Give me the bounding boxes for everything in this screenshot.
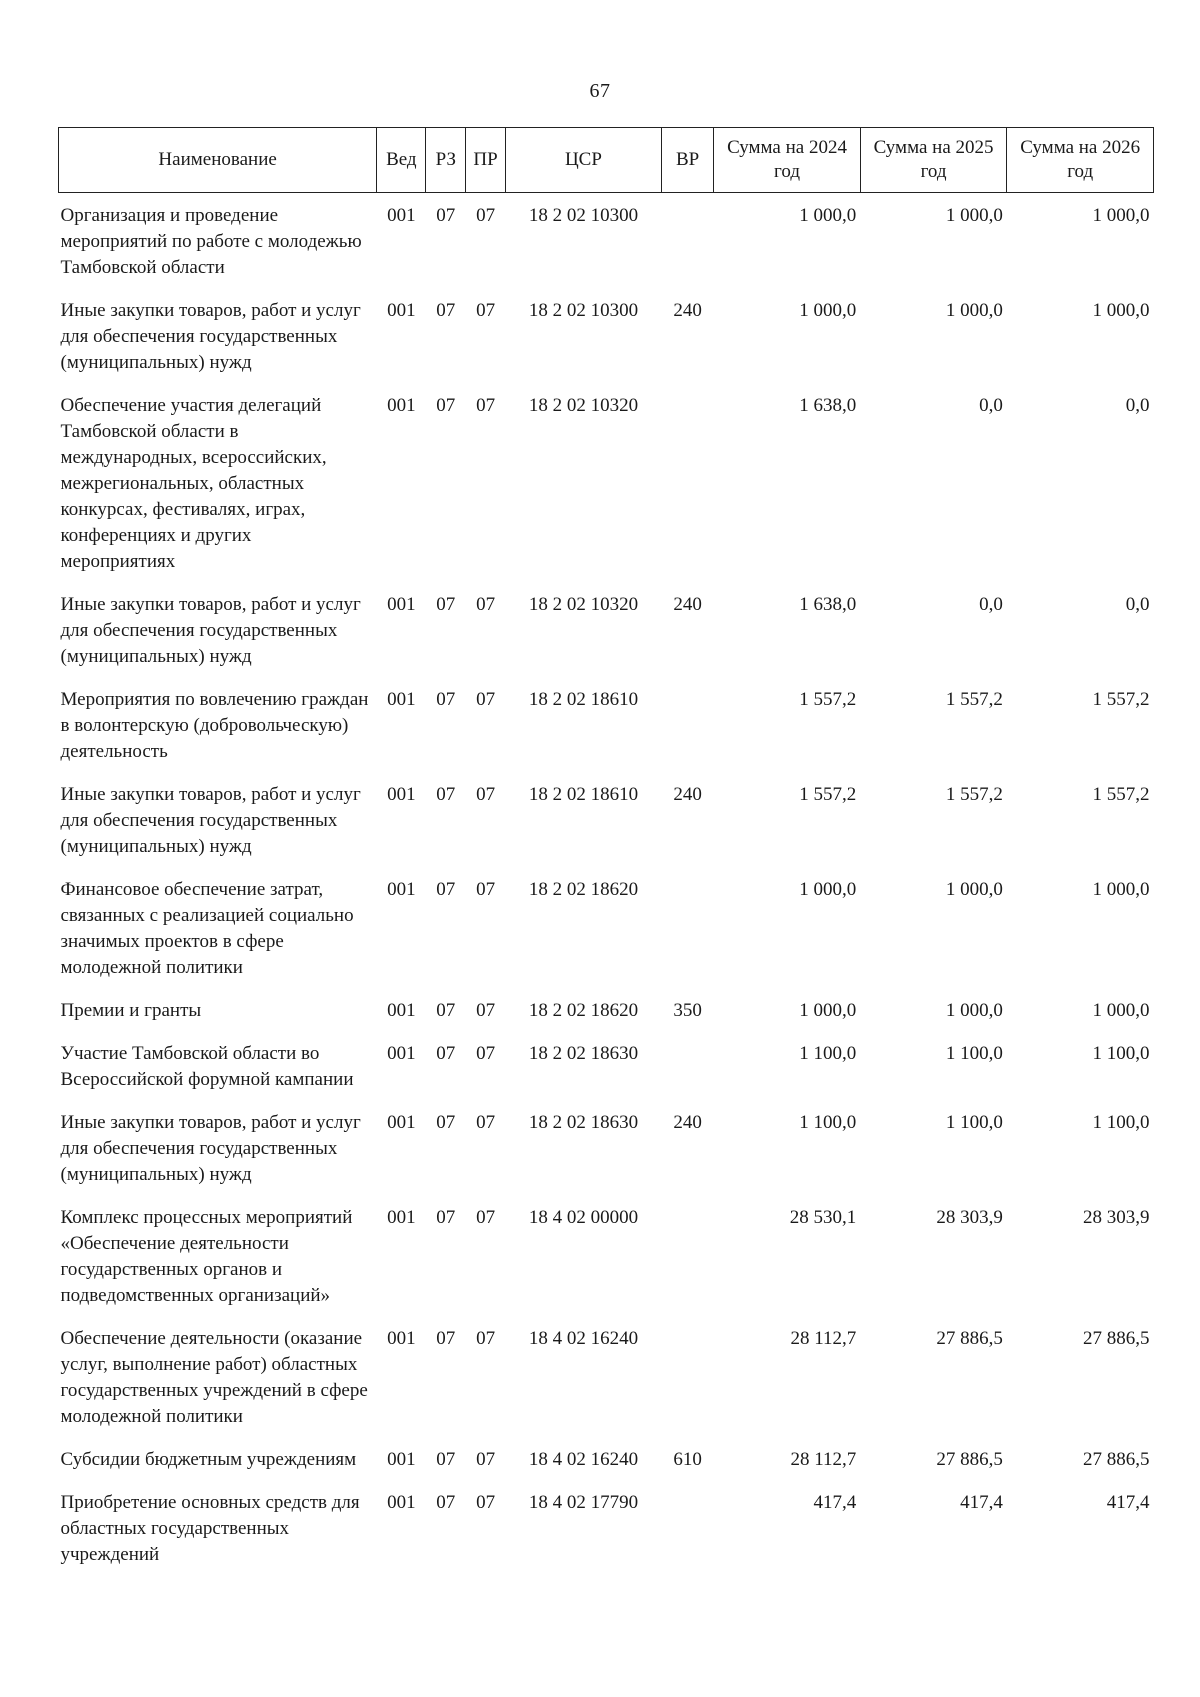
row-sum-2025: 1 000,0 — [945, 879, 1003, 900]
row-sum-2024: 28 112,7 — [790, 1328, 857, 1349]
row-sum-2026: 27 886,5 — [1083, 1449, 1150, 1470]
row-sum-2024: 1 557,2 — [799, 689, 857, 710]
row-vr — [661, 193, 713, 291]
row-pr: 07 — [476, 689, 496, 710]
row-rz: 07 — [436, 1207, 456, 1228]
table-row — [59, 1318, 1154, 1439]
row-sum-2024: 28 530,1 — [789, 1207, 857, 1228]
row-sum-2026: 0,0 — [1125, 594, 1150, 615]
row-vr — [661, 1318, 713, 1439]
table-row — [59, 679, 1154, 774]
row-vr — [661, 1197, 713, 1318]
row-name: Субсидии бюджетным учреждениям — [60, 1449, 357, 1470]
row-csr: 18 2 02 18620 — [528, 1000, 639, 1021]
row-sum-2026: 28 303,9 — [1083, 1207, 1150, 1228]
row-csr: 18 4 02 16240 — [528, 1328, 639, 1349]
header-csr: ЦСР — [505, 128, 661, 193]
header-sum-2025: Сумма на 2025 год — [860, 128, 1007, 193]
row-name: Премии и гранты — [60, 1000, 202, 1021]
row-rz: 07 — [436, 1112, 456, 1133]
row-ved: 001 — [387, 300, 416, 321]
row-vr: 240 — [673, 1112, 702, 1133]
table-row — [59, 1033, 1154, 1102]
row-sum-2026: 0,0 — [1125, 395, 1150, 416]
row-vr — [661, 385, 713, 584]
table-row — [59, 1439, 1154, 1482]
row-rz: 07 — [436, 879, 456, 900]
row-sum-2026: 1 100,0 — [1092, 1112, 1150, 1133]
row-sum-2025: 1 100,0 — [945, 1112, 1003, 1133]
budget-table — [58, 127, 1154, 1577]
row-rz: 07 — [436, 1000, 456, 1021]
row-sum-2026: 27 886,5 — [1083, 1328, 1150, 1349]
row-sum-2025: 1 100,0 — [945, 1043, 1003, 1064]
row-sum-2024: 1 557,2 — [799, 784, 857, 805]
table-row — [59, 990, 1154, 1033]
table-row — [59, 290, 1154, 385]
row-name: Мероприятия по вовлечению граждан в волонтерскую (добровольческую) деятельность — [60, 689, 369, 762]
row-pr: 07 — [476, 1449, 496, 1470]
header-sum-2024: Сумма на 2024 год — [714, 128, 861, 193]
row-rz: 07 — [436, 1449, 456, 1470]
row-csr: 18 2 02 10320 — [528, 594, 639, 615]
row-pr: 07 — [476, 784, 496, 805]
row-name: Иные закупки товаров, работ и услуг для обеспечения государственных (муниципальных) нужд — [60, 300, 361, 373]
table-row — [59, 1482, 1154, 1577]
row-name: Организация и проведение мероприятий по работе с молодежью Тамбовской области — [60, 205, 362, 278]
row-vr — [661, 869, 713, 990]
row-name: Участие Тамбовской области во Всероссийской форумной кампании — [60, 1043, 354, 1090]
row-sum-2026: 1 557,2 — [1092, 689, 1150, 710]
row-vr: 240 — [673, 300, 702, 321]
row-rz: 07 — [436, 300, 456, 321]
row-name: Обеспечение деятельности (оказание услуг, выполнение работ) областных государственных учреждений в сфере молодежной политики — [60, 1328, 368, 1427]
row-sum-2024: 28 112,7 — [790, 1449, 857, 1470]
row-pr: 07 — [476, 1492, 496, 1513]
row-csr: 18 2 02 18610 — [528, 784, 639, 805]
row-ved: 001 — [387, 1112, 416, 1133]
row-sum-2025: 27 886,5 — [936, 1449, 1003, 1470]
row-pr: 07 — [476, 1000, 496, 1021]
row-sum-2026: 417,4 — [1106, 1492, 1150, 1513]
row-ved: 001 — [387, 1449, 416, 1470]
table-header-row — [59, 128, 1154, 193]
row-sum-2025: 1 557,2 — [945, 784, 1003, 805]
row-csr: 18 2 02 10300 — [528, 300, 639, 321]
header-ved: Вед — [377, 128, 426, 193]
header-name: Наименование — [59, 128, 377, 193]
row-sum-2025: 417,4 — [960, 1492, 1003, 1513]
row-ved: 001 — [387, 1000, 416, 1021]
row-ved: 001 — [387, 594, 416, 615]
row-sum-2024: 1 000,0 — [799, 205, 857, 226]
header-pr: ПР — [466, 128, 506, 193]
header-rz: РЗ — [426, 128, 466, 193]
table-row — [59, 1197, 1154, 1318]
row-ved: 001 — [387, 879, 416, 900]
row-csr: 18 2 02 18610 — [528, 689, 639, 710]
row-ved: 001 — [387, 1043, 416, 1064]
row-ved: 001 — [387, 205, 416, 226]
row-vr — [661, 1482, 713, 1577]
row-rz: 07 — [436, 784, 456, 805]
row-pr: 07 — [476, 395, 496, 416]
row-vr — [661, 1033, 713, 1102]
row-vr — [661, 679, 713, 774]
row-rz: 07 — [436, 1043, 456, 1064]
table-row — [59, 1102, 1154, 1197]
row-pr: 07 — [476, 300, 496, 321]
row-vr: 240 — [673, 594, 702, 615]
row-sum-2025: 0,0 — [979, 594, 1003, 615]
row-sum-2026: 1 000,0 — [1092, 1000, 1150, 1021]
row-sum-2025: 1 000,0 — [945, 1000, 1003, 1021]
row-name: Финансовое обеспечение затрат, связанных с реализацией социально значимых проектов в сфере молодежной политики — [60, 879, 354, 978]
row-rz: 07 — [436, 594, 456, 615]
row-sum-2024: 417,4 — [813, 1492, 857, 1513]
row-sum-2025: 0,0 — [979, 395, 1003, 416]
row-sum-2024: 1 000,0 — [799, 300, 857, 321]
table-row — [59, 193, 1154, 291]
row-pr: 07 — [476, 594, 496, 615]
row-pr: 07 — [476, 879, 496, 900]
row-sum-2026: 1 100,0 — [1092, 1043, 1150, 1064]
row-sum-2025: 1 000,0 — [945, 300, 1003, 321]
row-sum-2024: 1 100,0 — [799, 1043, 857, 1064]
table-row — [59, 774, 1154, 869]
row-rz: 07 — [436, 1328, 456, 1349]
row-name: Приобретение основных средств для областных государственных учреждений — [60, 1492, 360, 1565]
row-pr: 07 — [476, 205, 496, 226]
row-sum-2026: 1 000,0 — [1092, 879, 1150, 900]
row-ved: 001 — [387, 784, 416, 805]
row-sum-2024: 1 638,0 — [799, 395, 857, 416]
row-sum-2025: 28 303,9 — [936, 1207, 1003, 1228]
row-pr: 07 — [476, 1112, 496, 1133]
row-rz: 07 — [436, 395, 456, 416]
row-ved: 001 — [387, 1328, 416, 1349]
row-csr: 18 4 02 00000 — [528, 1207, 639, 1228]
row-ved: 001 — [387, 1207, 416, 1228]
row-csr: 18 4 02 17790 — [528, 1492, 639, 1513]
row-vr: 610 — [673, 1449, 702, 1470]
row-pr: 07 — [476, 1328, 496, 1349]
row-pr: 07 — [476, 1043, 496, 1064]
header-sum-2026: Сумма на 2026 год — [1007, 128, 1154, 193]
row-sum-2024: 1 000,0 — [799, 879, 857, 900]
row-sum-2025: 1 557,2 — [945, 689, 1003, 710]
row-sum-2024: 1 000,0 — [799, 1000, 857, 1021]
table-row — [59, 869, 1154, 990]
row-sum-2026: 1 000,0 — [1092, 205, 1150, 226]
row-vr: 240 — [673, 784, 702, 805]
row-vr: 350 — [673, 1000, 702, 1021]
row-ved: 001 — [387, 395, 416, 416]
row-rz: 07 — [436, 689, 456, 710]
row-name: Иные закупки товаров, работ и услуг для обеспечения государственных (муниципальных) нужд — [60, 594, 361, 667]
row-sum-2026: 1 557,2 — [1092, 784, 1150, 805]
table-row — [59, 385, 1154, 584]
page-number: 67 — [589, 80, 611, 102]
row-csr: 18 2 02 18620 — [528, 879, 639, 900]
row-csr: 18 2 02 10320 — [528, 395, 639, 416]
header-vr: ВР — [661, 128, 713, 193]
row-sum-2025: 1 000,0 — [945, 205, 1003, 226]
row-sum-2025: 27 886,5 — [936, 1328, 1003, 1349]
row-ved: 001 — [387, 1492, 416, 1513]
row-name: Иные закупки товаров, работ и услуг для обеспечения государственных (муниципальных) нужд — [60, 1112, 361, 1185]
row-name: Иные закупки товаров, работ и услуг для обеспечения государственных (муниципальных) нужд — [60, 784, 361, 857]
table-row — [59, 584, 1154, 679]
row-sum-2024: 1 638,0 — [799, 594, 857, 615]
row-csr: 18 4 02 16240 — [528, 1449, 639, 1470]
row-sum-2024: 1 100,0 — [799, 1112, 857, 1133]
row-pr: 07 — [476, 1207, 496, 1228]
row-csr: 18 2 02 10300 — [528, 205, 639, 226]
row-name: Обеспечение участия делегаций Тамбовской области в международных, всероссийских, межрегиональных, областных конкурсах, фестивалях, играх, конференциях и других мероприятиях — [60, 395, 327, 572]
row-rz: 07 — [436, 205, 456, 226]
row-name: Комплекс процессных мероприятий «Обеспечение деятельности государственных органов и подведомственных организаций» — [60, 1207, 353, 1306]
row-sum-2026: 1 000,0 — [1092, 300, 1150, 321]
row-csr: 18 2 02 18630 — [528, 1043, 639, 1064]
row-csr: 18 2 02 18630 — [528, 1112, 639, 1133]
row-ved: 001 — [387, 689, 416, 710]
row-rz: 07 — [436, 1492, 456, 1513]
